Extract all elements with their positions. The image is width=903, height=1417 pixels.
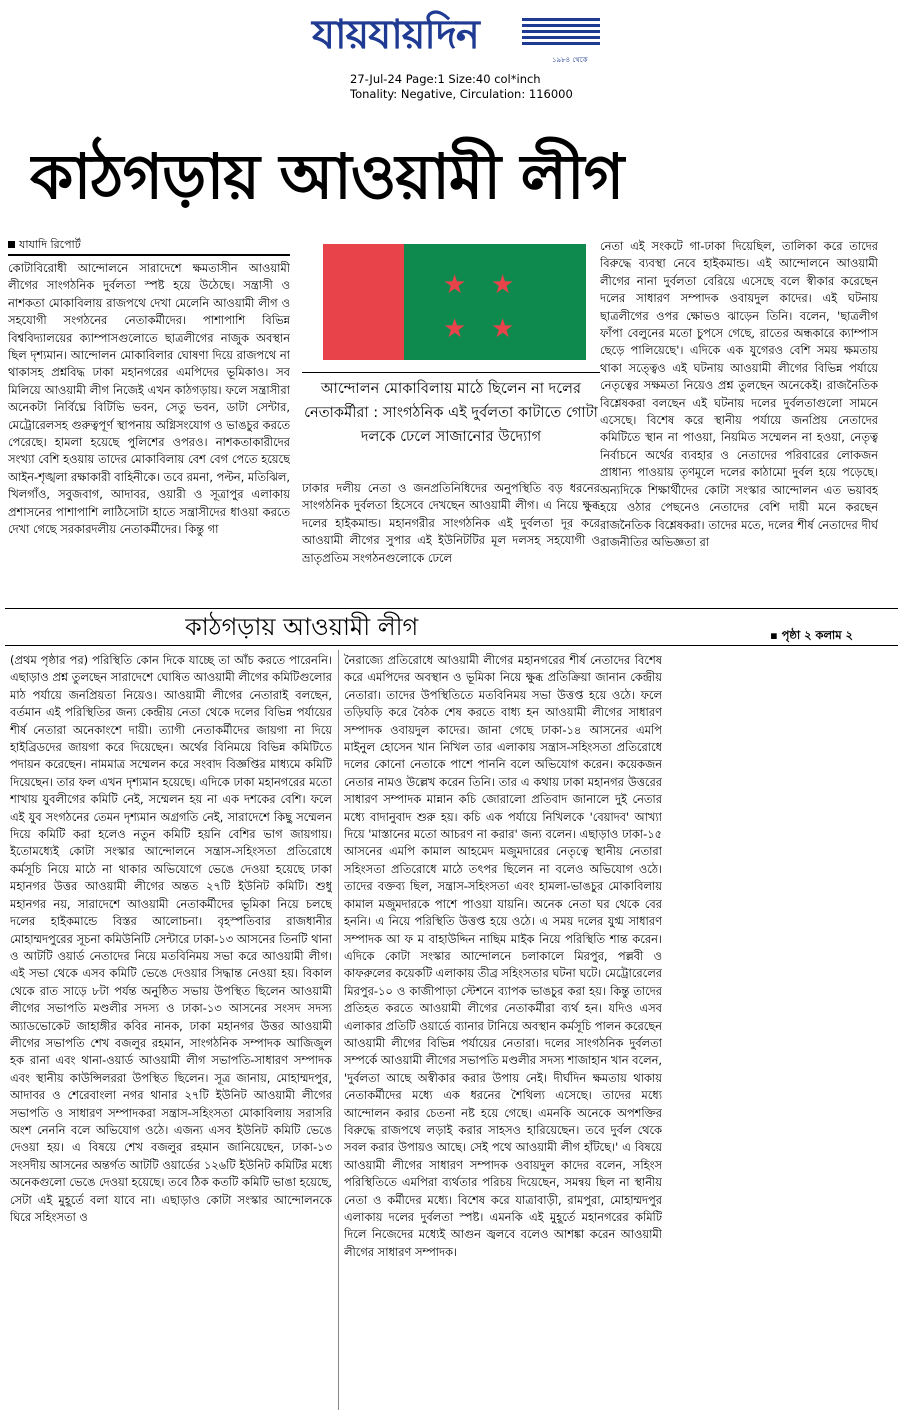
article-column-2 [302,480,600,605]
flag-star-icon: ★ [491,314,515,344]
article-column-2-text: ঢাকার দলীয় নেতা ও জনপ্রতিনিধিদের অনুপস্থিতি বড় ধরনের সাংগঠনিক দুর্বলতা হিসেবে দেখছেন আওয়ামী লীগ। এ নিয়ে ক্ষুব্ধ দলের হাইকমান্ড। মহানগরীর সাংগঠনিক এই দুর্বলতা দূর করে আওয়ামী লীগের সুপার এই ইউনিটটির মূল দলসহ সহযোগী ও ভ্রাতৃপ্রতিম সংগঠনগুলোকে ঢেলে [302,481,600,565]
logo-stripes-icon [522,18,600,50]
awami-league-flag [323,244,586,360]
pull-quote: আন্দোলন মোকাবিলায় মাঠে ছিলেন না দলের নেতাকর্মীরা : সাংগঠনিক এই দুর্বলতা কাটাতে গোটা দলকে ঢেলে সাজানোর উদ্যোগ [302,372,600,472]
logo-wordmark: যায়যায়দিন [312,11,479,58]
continuation-column-2-text: নৈরাজ্যে প্রতিরোধে আওয়ামী লীগের মহানগরের শীর্ষ নেতাদের বিশেষ করে এমপিদের অবস্থান ও ভূমিকা নিয়ে ক্ষুব্ধ প্রতিক্রিয়া জানান কেন্দ্রীয় নেতারা। তাদের উপস্থিতিতে মতবিনিময় সভা উত্তপ্ত হয়ে ওঠে। ফলে তড়িঘড়ি করে বৈঠক শেষ করতে বাধ্য হন আওয়ামী লীগের সাধারণ সম্পাদক ওবায়দুল কাদের। জানা গেছে ঢাকা-১৪ আসনের এমপি মাইনুল হোসেন খান নিখিল তার এলাকায় সন্ত্রাস-সহিংসতা প্রতিরোধে দলের কোনো নেতাকে পাশে পাননি বলে অভিযোগ করেন। কয়েকজন নেতার নামও উল্লেখ করেন তিনি। তার এ কথায় ঢাকা মহানগর উত্তরের সাধারণ সম্পাদক মান্নান কচি জোরালো প্রতিবাদ জানালে দুই নেতার মধ্যে বাদানুবাদ শুরু হয়। কচি এক পর্যায়ে নিখিলকে 'বেয়াদব' আখ্যা দিয়ে 'মাস্তানের মতো আচরণ না করার' জন্য বলেন। এছাড়াও ঢাকা-১৫ আসনের এমপি কামাল আহমেদ মজুমদারের নেতৃত্বে স্থানীয় নেতারা সহিংসতা প্রতিরোধে মাঠে তৎপর ছিলেন না বলেও অভিযোগ ওঠে। তাদের বক্তব্য ছিল, সন্ত্রাস-সহিংসতা এবং হামলা-ভাঙচুর মোকাবিলায় কামাল মজুমদারকে পাশে পাওয়া যায়নি। অনেক নেতা ঘর থেকে বের হননি। এ নিয়ে পরিস্থিতি উত্তপ্ত হয়ে ওঠে। এ সময় দলের যুগ্ম সাধারণ সম্পাদক আ ফ ম বাহাউদ্দিন নাছিম মাইক নিয়ে পরিস্থিতি শান্ত করেন। এদিকে কোটা সংস্কার আন্দোলনে চলাকালে মিরপুর, পল্লবী ও কাফরুলের কয়েকটি এলাকায় তীব্র সহিংসতার ঘটনা ঘটে। মেট্রোরেলের মিরপুর-১০ ও কাজীপাড়া স্টেশনে ব্যাপক ভাঙচুর করা হয়। কিন্তু তাদের প্রতিহত করতে আওয়ামী লীগের নেতাকর্মীরা ব্যর্থ হন। যদিও এসব এলাকার প্রতিটি ওয়ার্ডে ব্যানার টানিয়ে অবস্থান কর্মসূচি পালন করেছেন আওয়ামী লীগের বিভিন্ন পর্যায়ের নেতারা। দলের সাংগঠনিক দুর্বলতা সম্পর্কে আওয়ামী লীগের সভাপতি মণ্ডলীর সদস্য শাজাহান খান বলেন, 'দুর্বলতা আছে অস্বীকার করার উপায় নেই। দীর্ঘদিন ক্ষমতায় থাকায় নেতাকর্মীদের মধ্যে এক ধরনের শৈথিল্য এসেছে। তাদের মধ্যে আন্দোলন করার চেতনা নষ্ট হয়ে গেছে। এমনকি অনেকে অপশক্তির বিরুদ্ধে রাজপথে লড়াই করার সাহসও হারিয়েছেন। তবে দুর্বল থেকে সবল করার উপায়ও আছে। সেই পথে আওয়ামী লীগ হাঁটছে।' এ বিষয়ে আওয়ামী লীগের সাধারণ সম্পাদক ওবায়দুল কাদের বলেন, সহিংস পরিস্থিতিতে এমপিরা ব্যর্থতার পরিচয় দিয়েছেন, সমন্বয় ছিল না স্থানীয় নেতা ও কর্মীদের মধ্যে। বিশেষ করে যাত্রাবাড়ী, রামপুরা, মোহাম্মদপুর এলাকায় দলের দুর্বলতা স্পষ্ট। এমনকি এই মুহূর্তে মহানগরের কমিটি দিলে নিজেদের মধ্যেই আগুন জ্বলবে বলেও আশঙ্কা করেন আওয়ামী লীগের সাধারণ সম্পাদক। [344,653,662,1259]
article-column-3 [600,238,878,608]
flag-red-band [323,244,404,360]
byline [8,236,290,256]
flag-star-icon: ★ [443,314,467,344]
continuation-column-2 [344,652,662,1412]
continuation-column-1 [10,652,332,1412]
masthead [0,0,903,112]
continuation-headline: কাঠগড়ায় আওয়ামী লীগ [185,613,419,641]
section-divider-bottom [5,645,898,646]
clipping-meta [350,72,573,102]
article-column-1 [8,260,290,605]
article-column-3-text: নেতা এই সংকটে গা-ঢাকা দিয়েছিল, তালিকা করে তাদের বিরুদ্ধে ব্যবস্থা নেবে হাইকমান্ড। এই আন্দোলনে আওয়ামী লীগের নানা দুর্বলতা বেরিয়ে এসেছে বলে স্বীকার করেছেন দলের সাধারণ সম্পাদক ওবায়দুল কাদের। এই ঘটনায় ছাত্রলীগের ওপর ক্ষোভও ঝাড়েন তিনি। বলেন, 'ছাত্রলীগ ফাঁপা বেলুনের মতো চুপসে গেছে, রাতের অন্ধকারে ক্যাম্পাস ছেড়ে পালিয়েছে'। এদিকে এক যুগেরও বেশি সময় ক্ষমতায় থাকা সত্ত্বেও এই ঘটনায় আওয়ামী লীগের বিভিন্ন পর্যায়ে নেতৃত্বের সক্ষমতা নিয়েও প্রশ্ন তুলছেন অনেকেই। রাজনৈতিক বিশ্লেষকরা বলছেন এই ঘটনায় দলের দুর্বলতাগুলো সামনে এসেছে। বিশেষ করে স্থানীয় পর্যায়ে জনপ্রিয় নেতাদের কমিটিতে স্থান না পাওয়া, নিয়মিত সম্মেলন না হওয়া, নেতৃত্ব নির্বাচনে অর্থের ব্যবহার ও নেতাদের পরিবারের লোকজন প্রাধান্য পাওয়ায় তৃণমূলে দলের কাঠামো দুর্বল হয়ে পড়েছে। অন্যদিকে শিক্ষার্থীদের কোটা সংস্কার আন্দোলন এত ভয়াবহ হয়ে ওঠার পেছনেও নেতাদের বেশি দায়ী মনে করছেন রাজনৈতিক বিশ্লেষকরা। তাদের মতে, দলের শীর্ষ নেতাদের দীর্ঘ রাজনীতির অভিজ্ঞতা রা [600,239,878,549]
byline-square-icon [8,241,15,248]
flag-star-icon: ★ [491,270,515,300]
meta-tonality: Tonality: Negative, Circulation: 116000 [350,87,573,101]
flag-star-icon: ★ [443,270,467,300]
byline-text: যাযাদি রিপোর্ট [19,238,81,251]
newspaper-logo [312,6,602,64]
logo-tagline: ১৯৮৪ থেকে [552,56,588,64]
column-divider [338,650,339,1410]
continued-on-reference: ▪ পৃষ্ঠা ২ কলাম ২ [770,628,853,642]
article-column-1-text: কোটাবিরোধী আন্দোলনে সারাদেশে ক্ষমতাসীন আওয়ামী লীগের সাংগঠনিক দুর্বলতা স্পষ্ট হয়ে উঠেছে। সন্ত্রাসী ও নাশকতা মোকাবিলায় রাজপথে দেখা মেলেনি আওয়ামী লীগ ও সহযোগী সংগঠনের নেতাকর্মীদের। পাশাপাশি বিভিন্ন বিশ্ববিদ্যালয়ের ক্যাম্পাসগুলোতে ছাত্রলীগের নাজুক অবস্থান ছিল দৃশ্যমান। আন্দোলন মোকাবিলার ঘোষণা দিয়ে রাজপথে না থাকাসহ প্রশ্নবিদ্ধ ঢাকা মহানগরের এমপিদের ভূমিকাও। সব মিলিয়ে আওয়ামী লীগ নিজেই এখন কাঠগড়ায়। ফলে সন্ত্রাসীরা অনেকটা নির্বিঘ্নে বিটিভি ভবন, সেতু ভবন, ডাটা সেন্টার, মেট্রোরেলসহ গুরুত্বপূর্ণ স্থাপনায় অগ্নিসংযোগ ও ভাঙচুর করতে পেরেছে। হামলা হয়েছে পুলিশের ওপরও। নাশকতাকারীদের সংখ্যা বেশি হওয়ায় তাদের মোকাবিলায় বেশ বেগ পেতে হয়েছে আইন-শৃঙ্খলা রক্ষাকারী বাহিনীকে। তবে রমনা, পল্টন, মতিঝিল, খিলগাঁও, সবুজবাগ, আদাবর, ওয়ারী ও সূত্রাপুর এলাকায় প্রশাসনের পাশাপাশি লাঠিসোটা হাতে সন্ত্রাসীদের ধাওয়া করতে দেখা গেছে সরকারদলীয় নেতাকর্মীদের। কিন্তু গা [8,261,290,537]
continuation-column-1-text: (প্রথম পৃষ্ঠার পর) পরিস্থিতি কোন দিকে যাচ্ছে তা আঁচ করতে পারেননি। এছাড়াও প্রশ্ন তুলছেন সারাদেশে ঘোষিত আওয়ামী লীগের কমিটিগুলোর মাঠ পর্যায়ে জনপ্রিয়তা নিয়েও। আওয়ামী লীগের নেতারাই বলছেন, বর্তমান এই পরিস্থিতির জন্য কেন্দ্রীয় নেতা থেকে দলের বিভিন্ন পর্যায়ের শীর্ষ নেতারা অনেকাংশে দায়ী। ত্যাগী নেতাকর্মীদের জায়গা না দিয়ে হাইব্রিডদের জায়গা করে দিয়েছেন। অর্থের বিনিময়ে বিভিন্ন কমিটিতে পদায়ন করেছেন। নামমাত্র সম্মেলন করে সংবাদ বিজ্ঞপ্তির মাধ্যমে কমিটি দিয়েছেন। তার ফল এখন দৃশ্যমান হয়েছে। এদিকে ঢাকা মহানগরের মতো শাখায় যুবলীগের কমিটি নেই, সম্মেলন হয় না এক দশকের বেশি। ফলে এই যুব সংগঠনের তেমন দৃশ্যমান অগ্রগতি নেই, সারাদেশে কিছু সম্মেলন দিয়ে কমিটি করা হলেও নতুন কমিটি হয়নি বেশির ভাগ জায়গায়। ইতোমধ্যেই কোটা সংস্কার আন্দোলনে সন্ত্রাস-সহিংসতা প্রতিরোধে কর্মসূচি নিয়ে মাঠে না থাকার অভিযোগে ভেঙে দেওয়া হয়েছে ঢাকা মহানগর উত্তর আওয়ামী লীগের অন্তত ২৭টি ইউনিট কমিটি। শুধু মহানগর নয়, সারাদেশে আওয়ামী নেতাকর্মীদের ভূমিকা নিয়ে চলছে দলের হাইকমান্ডে বিস্তর আলোচনা। বৃহস্পতিবার রাজধানীর মোহাম্মদপুরের সূচনা কমিউনিটি সেন্টারে ঢাকা-১৩ আসনের তিনটি থানা ও আটটি ওয়ার্ড নেতাদের নিয়ে মতবিনিময় সভা করে আওয়ামী লীগ। এই সভা থেকে এসব কমিটি ভেঙে দেওয়ার সিদ্ধান্ত নেওয়া হয়। বিকাল থেকে রাত সাড়ে ৮টা পর্যন্ত অনুষ্ঠিত সভায় উপস্থিত ছিলেন আওয়ামী লীগের সভাপতি মণ্ডলীর সদস্য ও ঢাকা-১৩ আসনের সংসদ সদস্য অ্যাডভোকেট জাহাঙ্গীর কবির নানক, ঢাকা মহানগর উত্তর আওয়ামী লীগের সভাপতি শেখ বজলুর রহমান, সাংগঠনিক সম্পাদক আজিজুল হক রানা এবং থানা-ওয়ার্ড আওয়ামী লীগ সভাপতি-সাধারণ সম্পাদক এবং স্থানীয় কাউন্সিলররা উপস্থিত ছিলেন। সূত্র জানায়, মোহাম্মদপুর, আদাবর ও শেরেবাংলা নগর থানার ২৭টি ইউনিট আওয়ামী লীগের সভাপতি ও সাধারণ সম্পাদকরা সন্ত্রাস-সহিংসতা মোকাবিলায় সরাসরি অংশ নেননি বলে অভিযোগ ওঠে। এজন্য এসব ইউনিট কমিটি ভেঙে দেওয়া হয়। এ বিষয়ে শেখ বজলুর রহমান জানিয়েছেন, ঢাকা-১৩ সংসদীয় আসনের অন্তর্গত আটটি ওয়ার্ডের ১২৬টি ইউনিট কমিটির মধ্যে অনেকগুলো ভেঙে দেওয়া হয়েছে। তবে ঠিক কতটি কমিটি ভাঙা হয়েছে, সেটা এই মুহূর্তে বলা যাবে না। এছাড়াও কোটা সংস্কার আন্দোলনকে ঘিরে সহিংসতা ও [10,653,332,1224]
main-headline: কাঠগড়ায় আওয়ামী লীগ [30,140,624,213]
meta-date-page: 27-Jul-24 Page:1 Size:40 col*inch [350,72,541,86]
